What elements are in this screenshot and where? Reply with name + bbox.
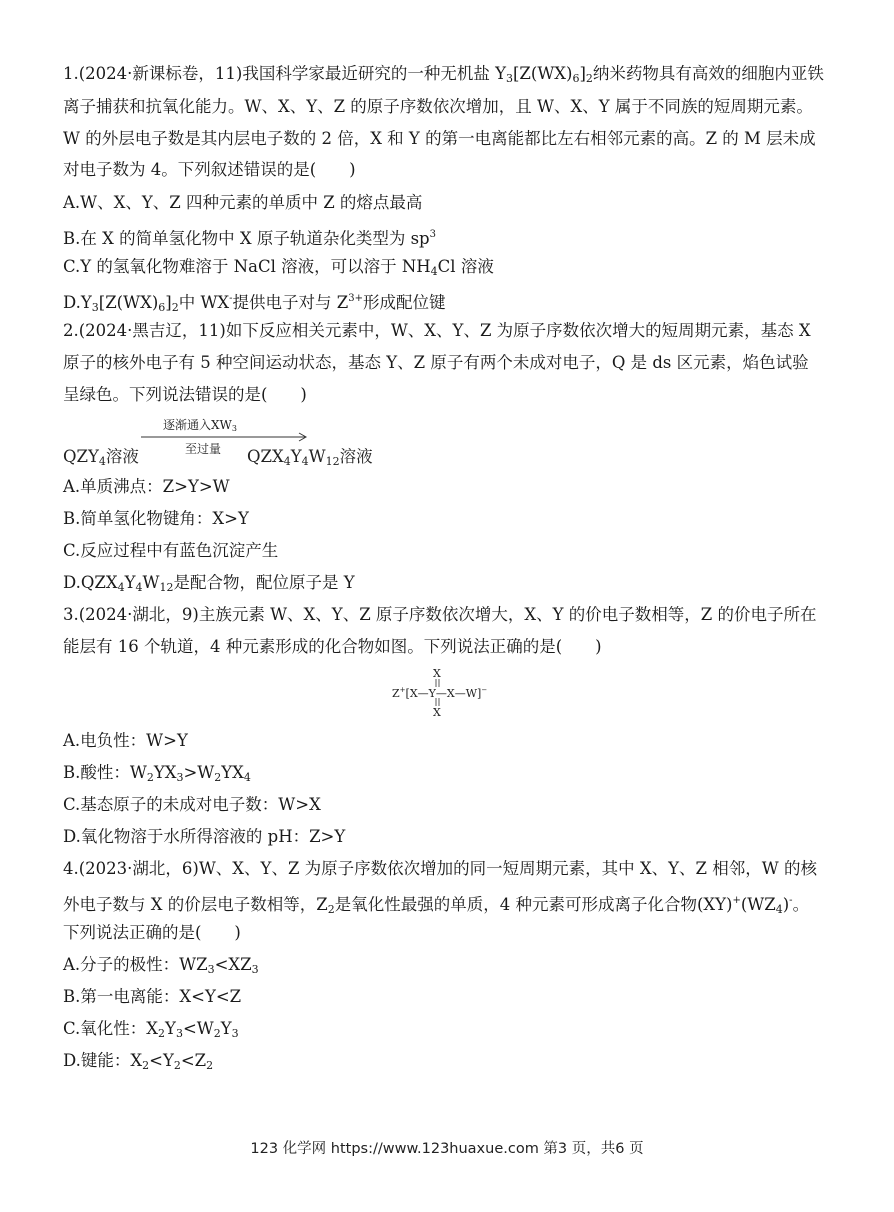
subscript: 6 <box>572 72 580 85</box>
superscript: − <box>481 686 488 694</box>
q4-option-d <box>63 1050 213 1077</box>
q1-stem-line-2: 离子捕获和抗氧化能力。W、X、Y、Z 的原子序数依次增加，且 W、X、Y 属于不同族的短周期元素。 <box>63 97 813 116</box>
text: C.氧化性：X <box>63 1019 159 1038</box>
q3-option-d: D.氧化物溶于水所得溶液的 pH：Z>Y <box>63 827 346 846</box>
text: B.在 X 的简单氢化物中 X 原子轨道杂化类型为 sp <box>63 229 430 248</box>
text: D.QZX <box>63 573 118 592</box>
text: 形成配位键 <box>363 293 446 312</box>
subscript: 2 <box>158 1027 166 1040</box>
q3-stem-line-2: 能层有 16 个轨道，4 种元素形成的化合物如图。下列说法正确的是( ) <box>63 637 602 656</box>
text: Z <box>392 687 400 700</box>
subscript: 4 <box>775 903 783 916</box>
text: [X—Y—X—W] <box>405 687 482 700</box>
superscript: 3+ <box>348 293 364 304</box>
q3-option-c: C.基态原子的未成对电子数：W>X <box>63 795 321 814</box>
q1-stem-line-3: W 的外层电子数是其内层电子数的 2 倍，X 和 Y 的第一电离能都比左右相邻元素的高。Z 的 M 层未成 <box>63 129 816 148</box>
subscript: 4 <box>117 581 125 594</box>
reaction-condition-above <box>150 416 250 433</box>
text: ) <box>782 895 790 914</box>
text: 是配合物，配位原子是 Y <box>173 573 355 592</box>
subscript: 3 <box>176 771 184 784</box>
q1-stem-line-1 <box>63 63 824 90</box>
text: W <box>142 573 160 592</box>
text: 溶液 <box>105 447 139 466</box>
text: (WZ <box>740 895 776 914</box>
subscript: 6 <box>158 301 166 314</box>
q4-stem-line-2 <box>63 890 809 921</box>
subscript: 2 <box>327 903 335 916</box>
q2-option-a: A.单质沸点：Z>Y>W <box>63 477 230 496</box>
text: 是氧化性最强的单质，4 种元素可形成离子化合物(XY) <box>334 895 733 914</box>
subscript: 2 <box>146 771 154 784</box>
subscript: 4 <box>301 455 309 468</box>
text: >W <box>183 763 215 782</box>
text: 中 WX <box>178 293 230 312</box>
text: Y <box>124 573 136 592</box>
subscript: 2 <box>214 771 222 784</box>
subscript: 3 <box>506 72 513 85</box>
q2-stem-line-3: 呈绿色。下列说法错误的是( ) <box>63 385 307 404</box>
superscript: 3 <box>429 229 436 240</box>
text: QZX <box>247 447 284 466</box>
superscript: - <box>789 895 793 906</box>
text: 外电子数与 X 的价层电子数相等，Z <box>63 895 328 914</box>
superscript: + <box>732 895 741 906</box>
text: <Y <box>149 1051 174 1070</box>
product <box>247 443 373 468</box>
q4-option-a <box>63 954 259 981</box>
text: <Z <box>180 1051 207 1070</box>
text: 。 <box>792 895 810 914</box>
text: D.Y <box>63 293 92 312</box>
subscript: 3 <box>231 1027 239 1040</box>
text: YX <box>221 763 244 782</box>
q2-stem-line-1: 2.(2024·黑吉辽，11)如下反应相关元素中，W、X、Y、Z 为原子序数依次增大的短周期元素，基态 X <box>63 321 811 340</box>
text: A.分子的极性：WZ <box>63 955 208 974</box>
q1-stem-line-4: 对电子数为 4。下列叙述错误的是( ) <box>63 160 356 179</box>
reaction-condition-below: 至过量 <box>184 442 221 456</box>
text: Y <box>220 1019 232 1038</box>
text: B.酸性：W <box>63 763 147 782</box>
structure-figure <box>385 665 515 723</box>
superscript: + <box>399 686 406 694</box>
text: <XZ <box>214 955 252 974</box>
text: 提供电子对与 Z <box>232 293 349 312</box>
text: C.Y 的氢氧化物难溶于 NaCl 溶液，可以溶于 NH <box>63 257 431 276</box>
text: <W <box>182 1019 214 1038</box>
subscript: 2 <box>171 301 179 314</box>
q2-option-c: C.反应过程中有蓝色沉淀产生 <box>63 541 279 560</box>
subscript: 3 <box>251 963 259 976</box>
subscript: 3 <box>175 1027 183 1040</box>
subscript: 3 <box>207 963 215 976</box>
q2-option-d <box>63 572 355 599</box>
structure-bottom-x: X <box>433 706 441 719</box>
text: ] <box>579 64 586 83</box>
subscript: 2 <box>142 1059 150 1072</box>
text: ] <box>165 293 172 312</box>
subscript: 4 <box>430 265 438 278</box>
subscript: 4 <box>98 455 106 468</box>
subscript: 4 <box>283 455 291 468</box>
text: Y <box>165 1019 176 1038</box>
structure-top-x: X <box>433 667 441 680</box>
double-bond-bottom <box>434 698 442 706</box>
subscript: 4 <box>243 771 251 784</box>
text: Cl 溶液 <box>437 257 494 276</box>
q2-stem-line-2: 原子的核外电子有 5 种空间运动状态，基态 Y、Z 原子有两个未成对电子，Q 是 ds 区元素，焰色试验 <box>63 353 809 372</box>
subscript: 2 <box>206 1059 214 1072</box>
subscript: 12 <box>325 455 340 468</box>
subscript: 2 <box>173 1059 181 1072</box>
text: 纳米药物具有高效的细胞内亚铁 <box>592 64 824 83</box>
superscript: - <box>229 293 233 304</box>
q1-option-a: A.W、X、Y、Z 四种元素的单质中 Z 的熔点最高 <box>63 193 423 212</box>
text: D.键能：X <box>63 1051 143 1070</box>
subscript: 2 <box>213 1027 221 1040</box>
subscript: 3 <box>91 301 99 314</box>
text: W <box>308 447 326 466</box>
q2-option-b: B.简单氢化物键角：X>Y <box>63 509 249 528</box>
text: 1.(2024·新课标卷，11)我国科学家最近研究的一种无机盐 Y <box>63 64 506 83</box>
text: QZY <box>63 447 99 466</box>
q4-stem-line-1: 4.(2023·湖北，6)W、X、Y、Z 为原子序数依次增加的同一短周期元素，其中 X、Y、Z 相邻，W 的核 <box>63 859 817 878</box>
subscript: 3 <box>231 424 237 433</box>
reactant <box>63 443 139 468</box>
text: Y <box>290 447 302 466</box>
text: YX <box>153 763 177 782</box>
q3-option-b <box>63 762 251 789</box>
q1-option-c <box>63 256 494 283</box>
q4-option-c <box>63 1018 239 1045</box>
subscript: 12 <box>159 581 174 594</box>
text: 溶液 <box>339 447 373 466</box>
q4-option-b: B.第一电离能：X<Y<Z <box>63 987 242 1006</box>
q1-option-b <box>63 224 436 250</box>
subscript: 2 <box>585 72 593 85</box>
q3-stem-line-1: 3.(2024·湖北，9)主族元素 W、X、Y、Z 原子序数依次增大，X、Y 的价电子数相等，Z 的价电子所在 <box>63 605 817 624</box>
text: 逐渐通入XW <box>163 418 232 432</box>
text: [Z(WX) <box>513 64 573 83</box>
text: [Z(WX) <box>98 293 159 312</box>
q4-stem-line-3: 下列说法正确的是( ) <box>63 923 241 942</box>
reaction-equation <box>63 412 403 468</box>
q1-option-d <box>63 288 446 319</box>
q3-option-a: A.电负性：W>Y <box>63 731 188 750</box>
page-footer: 123 化学网 https://www.123huaxue.com 第3 页，共6 页 <box>250 1141 644 1157</box>
subscript: 4 <box>135 581 143 594</box>
